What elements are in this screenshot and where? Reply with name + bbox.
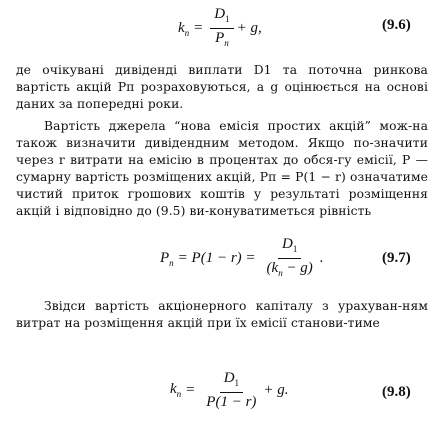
equation-9-6 — [178, 6, 262, 51]
equation-number-9-7: (9.7) — [382, 250, 411, 266]
eq-equals: = — [185, 381, 196, 398]
eq-denominator: $(k_п - g)$ — [266, 260, 313, 278]
eq-numerator: $D_1$ — [278, 236, 301, 259]
equation-9-7 — [160, 236, 324, 281]
eq-numerator: $D_1$ — [210, 6, 233, 29]
equation-number-9-6: (9.6) — [382, 17, 411, 33]
eq-fraction — [210, 6, 233, 51]
eq-middle: = P(1 − r) = — [177, 250, 256, 266]
paragraph-3 — [16, 298, 428, 332]
eq-denominator: P(1 − r) — [206, 394, 257, 410]
paragraph-1 — [16, 62, 428, 113]
eq-tail: + g. — [263, 381, 289, 398]
eq-equals: = — [193, 20, 204, 36]
eq-lhs: $P_п$ — [160, 249, 174, 268]
equation-9-8 — [170, 370, 289, 410]
eq-lhs: $k_п$ — [178, 19, 190, 38]
eq-numerator: $D_1$ — [220, 370, 243, 393]
eq-tail: . — [319, 250, 324, 266]
eq-denominator: $P_п$ — [215, 30, 229, 48]
equation-number-9-8: (9.8) — [382, 384, 411, 400]
eq-tail: + g, — [236, 20, 262, 36]
eq-fraction — [263, 236, 317, 281]
paragraph-2 — [16, 118, 428, 221]
eq-fraction — [202, 370, 260, 410]
paragraph-1-text: де очікувані дивіденді виплати D1 та поточна ринкова вартість акцій Pп розраховуються, а g оцінюється на основі даних за попередні роки. — [16, 63, 428, 112]
paragraph-2-text: Вартість джерела “нова емісія простих акцій” мож-на також визначити дивідендним методом. Якщо по-значити через r витрати на емісію в процентах до обся-гу емісії, P — сумарну вартість розміщених акцій, Pп = P(1 − r) означатиме чистий приток грошових коштів у результаті розміщення акцій і відповідно до (9.5) ви-конуватиметься рівність — [16, 119, 428, 219]
paragraph-3-text: Звідси вартість акціонерного капіталу з урахуван-ням витрат на розміщення акцій при їх емісії станови-тиме — [16, 299, 428, 331]
eq-lhs: $k_п$ — [170, 381, 182, 399]
